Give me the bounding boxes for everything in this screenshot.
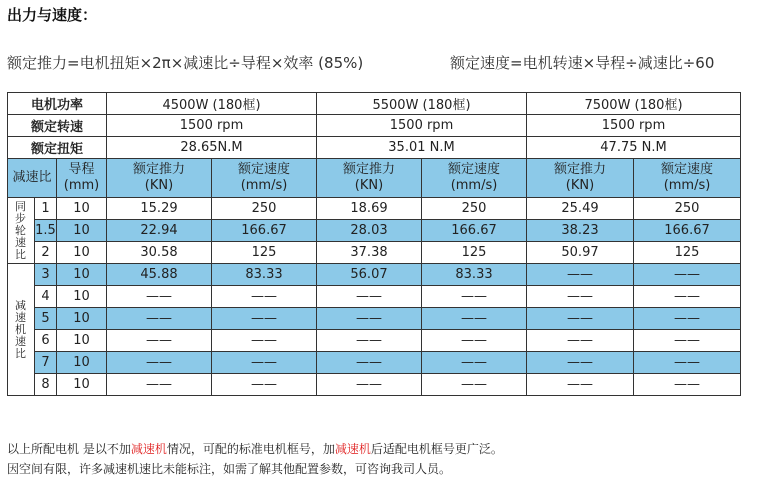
lead-cell: 10 <box>57 352 107 374</box>
speed-header-1: 额定速度 (mm/s) <box>212 159 317 198</box>
ratio-cell: 8 <box>35 374 57 396</box>
table-row <box>8 374 741 396</box>
thrust-header-3: 额定推力 (KN) <box>527 159 634 198</box>
speed-cell: —— <box>422 286 527 308</box>
thrust-cell: —— <box>527 352 634 374</box>
section-title: 出力与速度： <box>7 6 98 24</box>
note-text-b: 情况，可配的标准电机框号，加 <box>166 442 335 456</box>
thrust-cell: 50.97 <box>527 242 634 264</box>
thrust-cell: 56.07 <box>317 264 422 286</box>
thrust-cell: 18.69 <box>317 198 422 220</box>
torque-label: 额定扭矩 <box>8 137 107 159</box>
ratio-cell: 3 <box>35 264 57 286</box>
ratio-cell: 2 <box>35 242 57 264</box>
table-row <box>8 198 741 220</box>
thrust-cell: 30.58 <box>107 242 212 264</box>
thrust-cell: 38.23 <box>527 220 634 242</box>
thrust-cell: 37.38 <box>317 242 422 264</box>
motor-3-power: 7500W (180框) <box>527 93 741 115</box>
speed-cell: 125 <box>634 242 741 264</box>
speed-cell: 125 <box>212 242 317 264</box>
speed-header-3: 额定速度 (mm/s) <box>634 159 741 198</box>
thrust-cell: —— <box>107 374 212 396</box>
group-label-text: 同步轮速比 <box>15 199 27 261</box>
motor-1-speed: 1500 rpm <box>107 115 317 137</box>
thrust-formula: 额定推力=电机扭矩×2π×减速比÷导程×效率 (85%) <box>7 54 364 72</box>
ratio-header: 减速比 <box>8 159 57 198</box>
speed-cell: —— <box>634 308 741 330</box>
speed-cell: —— <box>422 330 527 352</box>
speed-cell: —— <box>634 286 741 308</box>
note-line-1 <box>7 440 503 457</box>
note-text-c: 后适配电机框号更广泛。 <box>370 442 503 456</box>
speed-cell: —— <box>422 308 527 330</box>
lead-header: 导程 (mm) <box>57 159 107 198</box>
lead-cell: 10 <box>57 198 107 220</box>
lead-cell: 10 <box>57 286 107 308</box>
table-row <box>8 286 741 308</box>
ratio-cell: 4 <box>35 286 57 308</box>
ratio-cell: 7 <box>35 352 57 374</box>
note-highlight-1: 减速机 <box>130 442 167 456</box>
thrust-cell: 25.49 <box>527 198 634 220</box>
lead-cell: 10 <box>57 242 107 264</box>
speed-cell: —— <box>212 374 317 396</box>
sync-ratio-group-label <box>8 198 35 264</box>
speed-cell: 250 <box>634 198 741 220</box>
lead-cell: 10 <box>57 264 107 286</box>
speed-label: 额定转速 <box>8 115 107 137</box>
speed-cell: —— <box>634 352 741 374</box>
thrust-header-2: 额定推力 (KN) <box>317 159 422 198</box>
reducer-ratio-group-label <box>8 264 35 396</box>
thrust-cell: —— <box>107 308 212 330</box>
thrust-cell: —— <box>107 352 212 374</box>
speed-cell: —— <box>422 352 527 374</box>
thrust-cell: —— <box>527 308 634 330</box>
table-row <box>8 330 741 352</box>
note-text-a: 以上所配电机 是以不加 <box>7 442 131 456</box>
speed-cell: 166.67 <box>422 220 527 242</box>
thrust-header-1: 额定推力 (KN) <box>107 159 212 198</box>
ratio-cell: 5 <box>35 308 57 330</box>
speed-cell: —— <box>212 330 317 352</box>
thrust-cell: —— <box>317 352 422 374</box>
lead-cell: 10 <box>57 220 107 242</box>
motor-1-torque: 28.65N.M <box>107 137 317 159</box>
speed-row <box>8 115 741 137</box>
speed-cell: 166.67 <box>634 220 741 242</box>
power-row <box>8 93 741 115</box>
speed-formula: 额定速度=电机转速×导程÷减速比÷60 <box>450 54 715 72</box>
lead-cell: 10 <box>57 308 107 330</box>
speed-cell: —— <box>634 264 741 286</box>
thrust-cell: 45.88 <box>107 264 212 286</box>
motor-3-speed: 1500 rpm <box>527 115 741 137</box>
thrust-cell: —— <box>527 286 634 308</box>
spec-table <box>7 92 741 396</box>
table-row <box>8 264 741 286</box>
speed-cell: 83.33 <box>422 264 527 286</box>
thrust-cell: —— <box>107 330 212 352</box>
column-header-row <box>8 159 741 198</box>
motor-1-power: 4500W (180框) <box>107 93 317 115</box>
motor-3-torque: 47.75 N.M <box>527 137 741 159</box>
lead-cell: 10 <box>57 374 107 396</box>
table-row <box>8 242 741 264</box>
speed-cell: —— <box>212 308 317 330</box>
thrust-cell: 15.29 <box>107 198 212 220</box>
speed-cell: 125 <box>422 242 527 264</box>
speed-cell: —— <box>634 330 741 352</box>
note-highlight-2: 减速机 <box>334 442 371 456</box>
speed-cell: 250 <box>212 198 317 220</box>
thrust-cell: —— <box>317 374 422 396</box>
speed-cell: —— <box>212 286 317 308</box>
speed-cell: 250 <box>422 198 527 220</box>
speed-cell: —— <box>634 374 741 396</box>
ratio-cell: 6 <box>35 330 57 352</box>
speed-header-2: 额定速度 (mm/s) <box>422 159 527 198</box>
lead-cell: 10 <box>57 330 107 352</box>
motor-2-speed: 1500 rpm <box>317 115 527 137</box>
thrust-cell: —— <box>107 286 212 308</box>
power-label: 电机功率 <box>8 93 107 115</box>
note-line-2: 因空间有限，许多减速机速比未能标注，如需了解其他配置参数，可咨询我司人员。 <box>7 462 452 476</box>
motor-2-torque: 35.01 N.M <box>317 137 527 159</box>
thrust-cell: 22.94 <box>107 220 212 242</box>
thrust-cell: 28.03 <box>317 220 422 242</box>
torque-row <box>8 137 741 159</box>
motor-2-power: 5500W (180框) <box>317 93 527 115</box>
group-label-text: 减速机速比 <box>15 298 27 360</box>
speed-cell: 83.33 <box>212 264 317 286</box>
ratio-cell: 1.5 <box>35 220 57 242</box>
speed-cell: —— <box>422 374 527 396</box>
thrust-cell: —— <box>527 374 634 396</box>
speed-cell: —— <box>212 352 317 374</box>
thrust-cell: —— <box>317 286 422 308</box>
spec-table-body <box>8 93 741 396</box>
table-row <box>8 352 741 374</box>
thrust-cell: —— <box>317 308 422 330</box>
thrust-cell: —— <box>317 330 422 352</box>
thrust-cell: —— <box>527 330 634 352</box>
speed-cell: 166.67 <box>212 220 317 242</box>
table-row <box>8 308 741 330</box>
thrust-cell: —— <box>527 264 634 286</box>
table-row <box>8 220 741 242</box>
ratio-cell: 1 <box>35 198 57 220</box>
